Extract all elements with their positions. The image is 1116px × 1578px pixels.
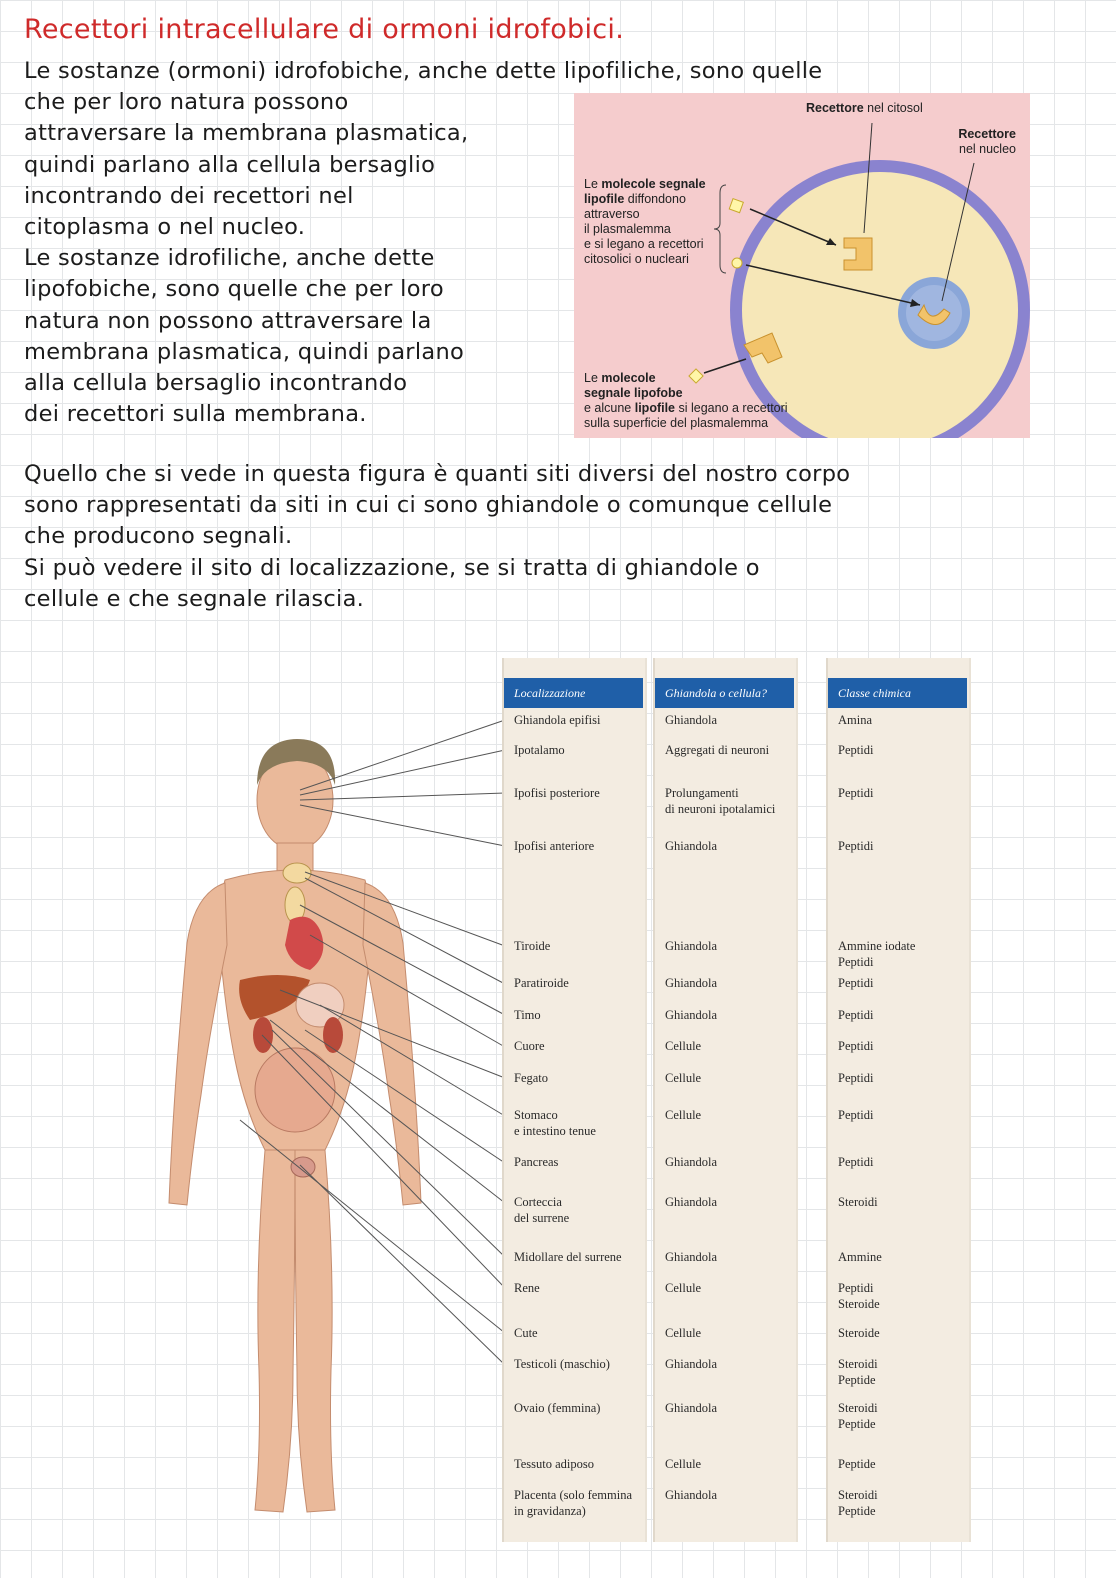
table-cell: Timo [514, 1008, 541, 1022]
table-cell: Peptidi [838, 743, 874, 757]
page-title: Recettori intracellulare di ormoni idrofobici. [24, 14, 625, 45]
text-line: attraversare la membrana plasmatica, [24, 120, 469, 147]
text-line: quindi parlano alla cellula bersaglio [24, 151, 436, 178]
table-cell: Cellule [665, 1108, 702, 1122]
text-line: sono rappresentati da siti in cui ci sono ghiandole o comunque cellule [24, 492, 833, 519]
table-cell: Peptidi [838, 1155, 874, 1169]
table-cell: Ghiandola [665, 1488, 718, 1502]
leader-line [280, 990, 505, 1078]
leader-line [300, 720, 505, 790]
leader-line [305, 872, 505, 946]
table-cell: Steroidi Peptide [838, 1488, 878, 1518]
table-cell: Tessuto adiposo [514, 1457, 595, 1471]
leader-line [300, 905, 505, 1015]
table-cell: Placenta (solo femmina in gravidanza) [514, 1488, 633, 1518]
table-cell: Tiroide [514, 939, 551, 953]
table-cell: Ghiandola [665, 939, 718, 953]
leader-line [300, 1165, 505, 1365]
text-line: Quello che si vede in questa figura è quanti siti diversi del nostro corpo [24, 461, 851, 487]
leader-line [270, 1020, 505, 1203]
table-cell: Cellule [665, 1457, 702, 1471]
table-cell: Aggregati di neuroni [665, 743, 770, 757]
column-header: Ghiandola o cellula? [655, 678, 794, 708]
leader-line [305, 878, 505, 984]
text-line: lipofobiche, sono quelle che per loro [24, 276, 444, 303]
table-cell: Ovaio (femmina) [514, 1401, 601, 1415]
table-cell: Peptidi [838, 1039, 874, 1053]
text-line: cellule e che segnale rilascia. [24, 585, 365, 612]
table-cell: Ghiandola epifisi [514, 713, 601, 727]
table-cell: Pancreas [514, 1155, 559, 1169]
table-cell: Ghiandola [665, 976, 718, 990]
label-lipophobic: Le molecole segnale lipofobe e alcune lipofile si legano a recettori sulla superficie del plasmalemma [584, 371, 788, 430]
table-cell: Cellule [665, 1039, 702, 1053]
table-cell: Cute [514, 1326, 538, 1340]
leader-line [300, 750, 505, 795]
column-header: Classe chimica [828, 678, 967, 708]
table-cell: Peptidi [838, 786, 874, 800]
table-cell: Rene [514, 1281, 540, 1295]
table-cell: Ghiandola [665, 1401, 718, 1415]
table-cell: Cellule [665, 1326, 702, 1340]
table-cell: Ipofisi posteriore [514, 786, 600, 800]
text-line: membrana plasmatica, quindi parlano [24, 338, 465, 365]
table-cell: Amina [838, 713, 873, 727]
text-line: dei recettori sulla membrana. [24, 401, 367, 428]
table-cell: Fegato [514, 1071, 549, 1085]
text-line: che producono segnali. [24, 523, 293, 550]
leader-line [240, 1120, 505, 1333]
text-line: natura non possono attraversare la [24, 307, 432, 334]
table-cell: Ipotalamo [514, 743, 565, 757]
text-line: incontrando dei recettori nel [24, 182, 354, 209]
text-line: citoplasma o nel nucleo. [24, 214, 306, 241]
table-cell: Steroidi [838, 1195, 878, 1209]
table-cell: Cellule [665, 1281, 702, 1295]
table-cell: Ammine [838, 1250, 882, 1264]
table-cell: Steroidi Peptide [838, 1401, 878, 1431]
table-column-chemical-class [826, 658, 971, 1542]
table-cell: Peptide [838, 1457, 876, 1471]
table-cell: Peptidi [838, 1071, 874, 1085]
table-cell: Peptidi [838, 839, 874, 853]
text-line: alla cellula bersaglio incontrando [24, 370, 408, 397]
table-cell: Ghiandola [665, 713, 718, 727]
text-line: Le sostanze (ormoni) idrofobiche, anche dette lipofiliche, sono quelle [24, 58, 823, 84]
text-line: Si può vedere il sito di localizzazione, se si tratta di ghiandole o [24, 554, 760, 581]
column-header: Localizzazione [504, 678, 643, 708]
table-column-location [502, 658, 647, 1542]
leader-line [305, 1030, 505, 1163]
table-cell: Peptidi Steroide [838, 1281, 880, 1311]
leader-line [310, 935, 505, 1047]
table-cell: Steroide [838, 1326, 880, 1340]
table-cell: Ghiandola [665, 1008, 718, 1022]
table-column-gland-or-cell [653, 658, 798, 1542]
label-receptor-cytosol: Recettore nel citosol [806, 101, 923, 115]
table-cell: Cuore [514, 1039, 545, 1053]
table-cell: Ammine iodate Peptidi [838, 939, 916, 969]
text-line: che per loro natura possono [24, 89, 349, 116]
label-receptor-nucleus: Recettore nel nucleo [958, 127, 1016, 156]
table-cell: Steroidi Peptide [838, 1357, 878, 1387]
table-cell: Corteccia del surrene [514, 1195, 570, 1225]
table-cell: Ghiandola [665, 1357, 718, 1371]
table-cell: Ghiandola [665, 1155, 718, 1169]
text-line: Le sostanze idrofiliche, anche dette [24, 245, 435, 272]
table-cell: Paratiroide [514, 976, 569, 990]
table-cell: Prolungamenti di neuroni ipotalamici [665, 786, 776, 816]
table-cell: Testicoli (maschio) [514, 1357, 610, 1371]
table-cell: Peptidi [838, 976, 874, 990]
leader-line [262, 1035, 505, 1288]
table-cell: Peptidi [838, 1108, 874, 1122]
table-cell: Ghiandola [665, 1195, 718, 1209]
table-cell: Cellule [665, 1071, 702, 1085]
leader-line [300, 805, 505, 846]
leader-line [300, 793, 505, 800]
table-cell: Midollare del surrene [514, 1250, 622, 1264]
leader-line [320, 1005, 505, 1116]
table-cell: Peptidi [838, 1008, 874, 1022]
table-cell: Ipofisi anteriore [514, 839, 595, 853]
table-cell: Stomaco e intestino tenue [514, 1108, 596, 1138]
label-lipophilic: Le molecole segnale lipofile diffondono attraverso il plasmalemma e si legano a recettori citosolici o nucleari [584, 177, 706, 266]
table-cell: Ghiandola [665, 839, 718, 853]
table-cell: Ghiandola [665, 1250, 718, 1264]
